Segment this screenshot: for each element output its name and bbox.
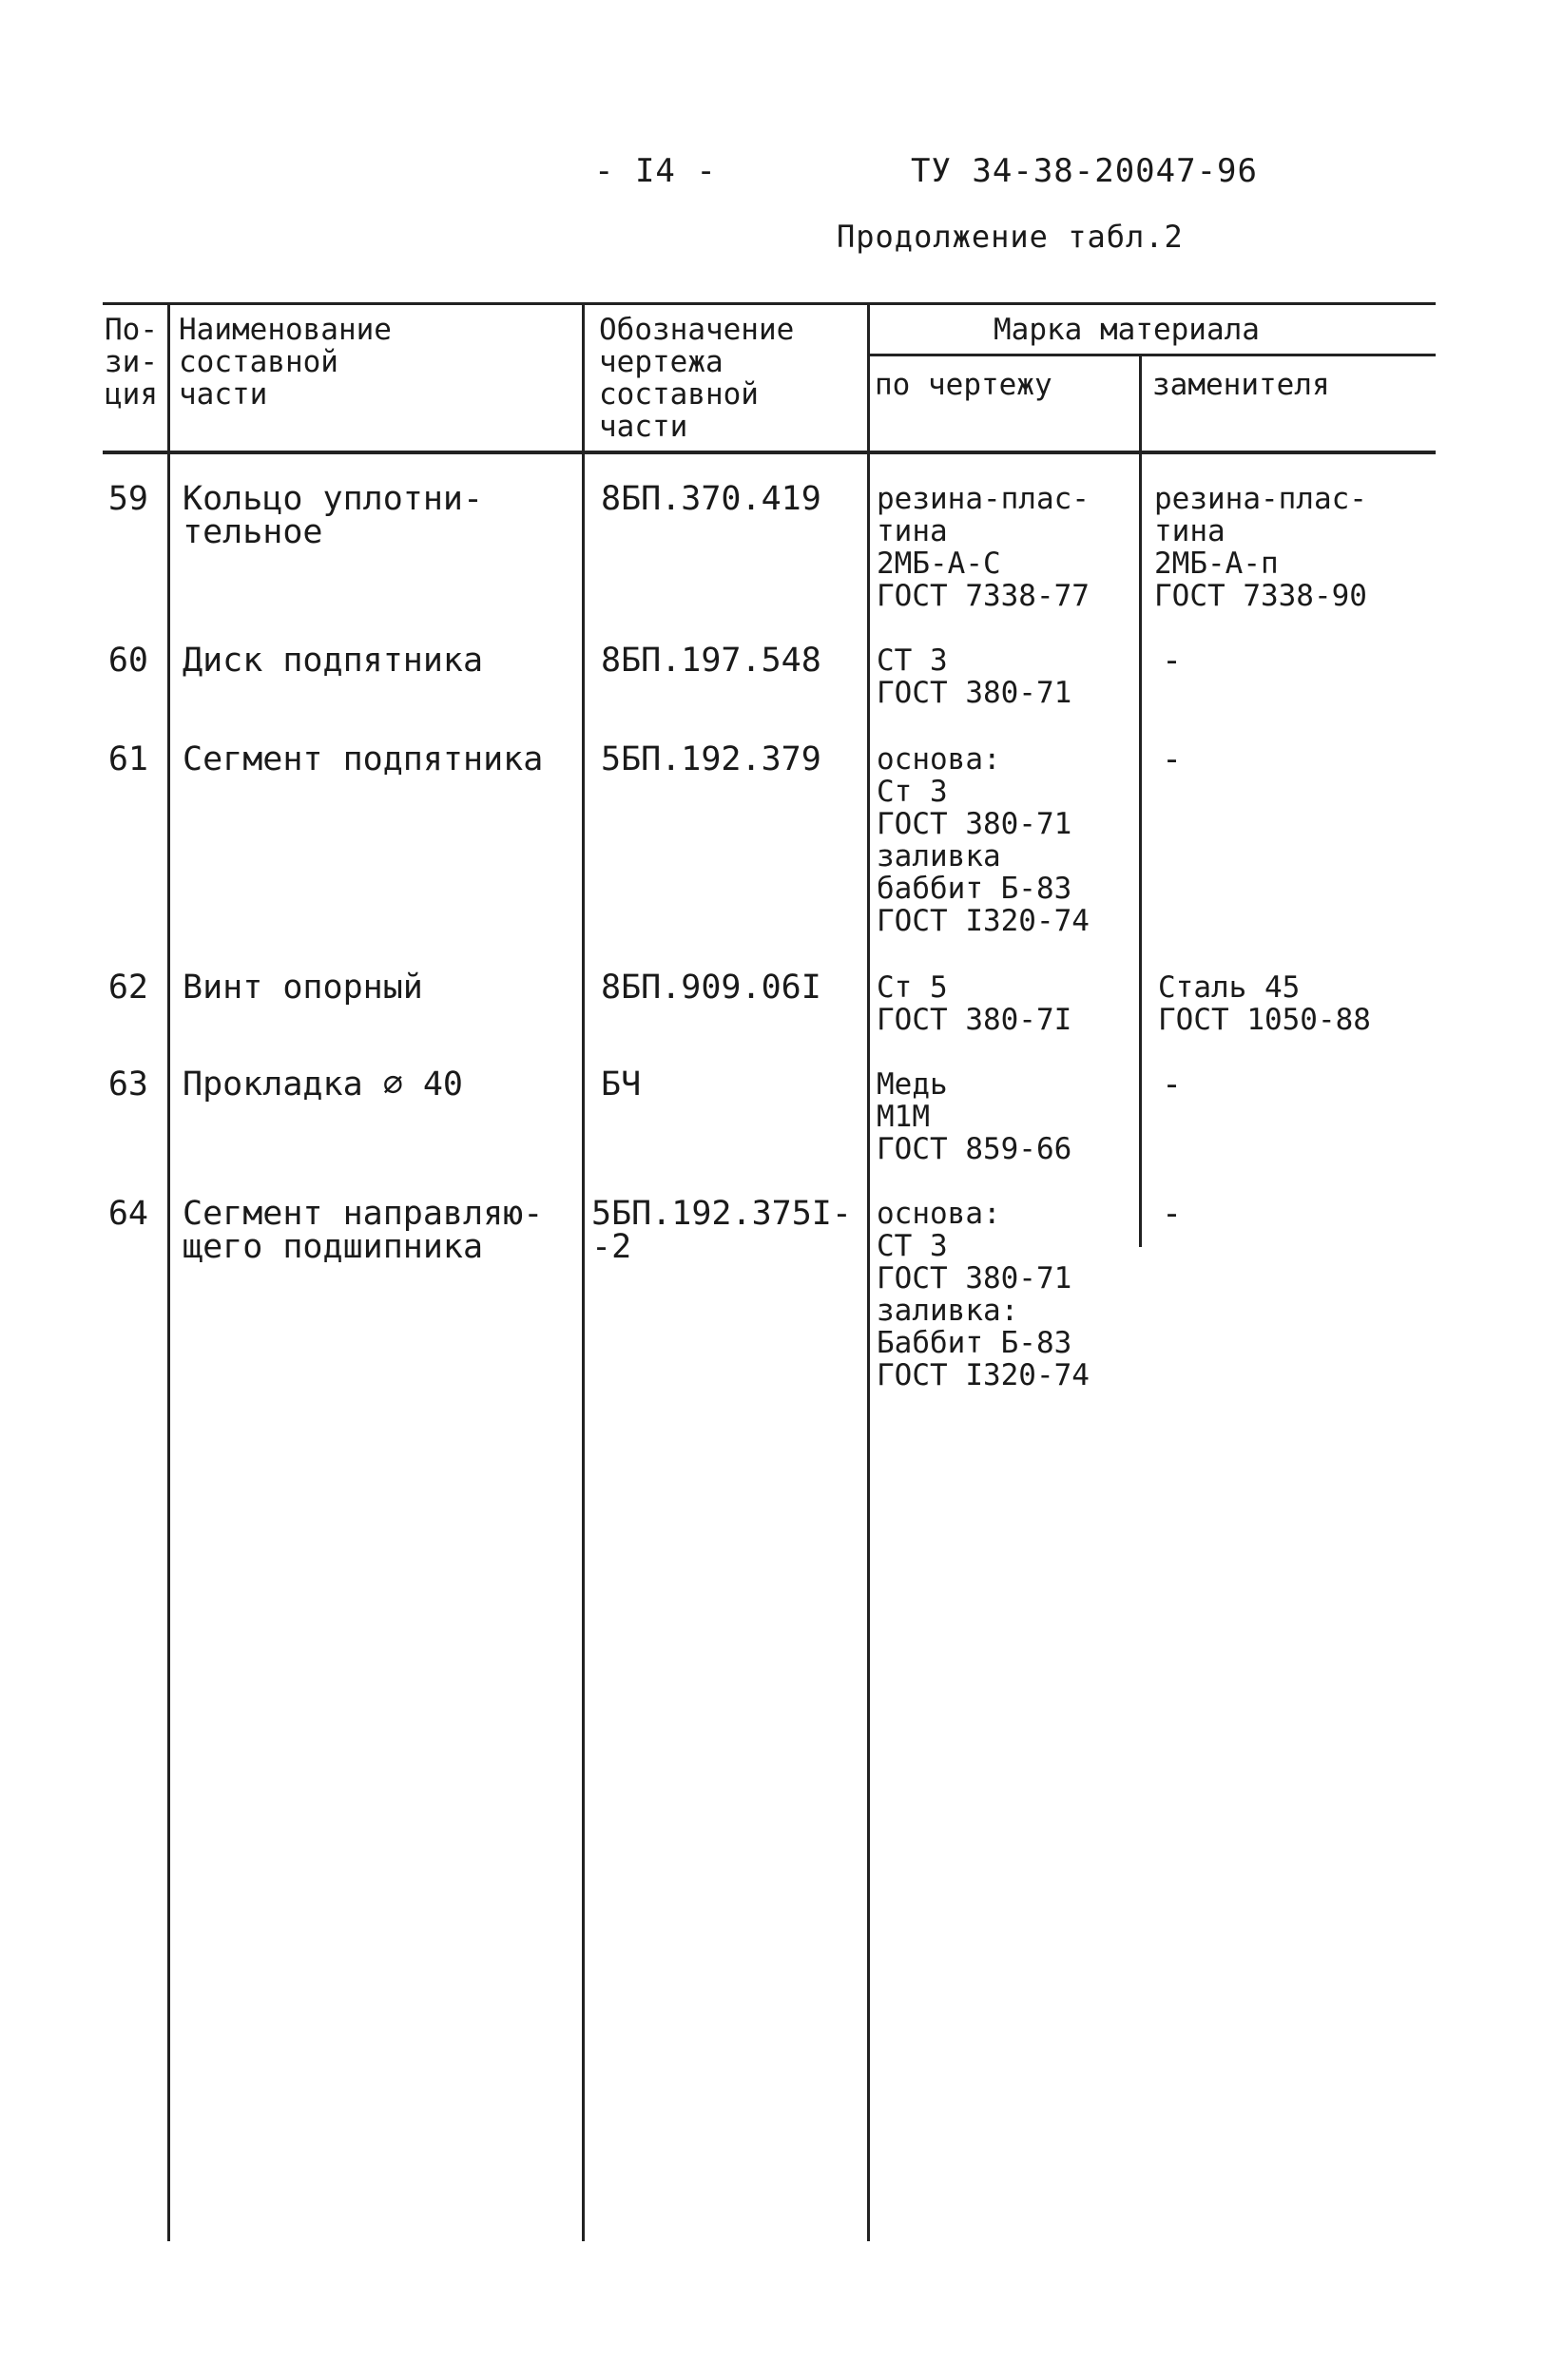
document-number: ТУ 34-38-20047-96: [911, 152, 1258, 190]
row-name: Диск подпятника: [183, 642, 484, 680]
table-caption: Продолжение табл.2: [837, 219, 1184, 255]
row-designation: 5БП.192.375I- -2: [591, 1195, 852, 1266]
row-material: СТ 3 ГОСТ 380-71: [877, 643, 1072, 710]
header-position: По- зи- ция: [105, 313, 158, 412]
row-name: Винт опорный: [183, 969, 423, 1007]
row-name: Прокладка ∅ 40: [183, 1065, 464, 1104]
row-substitute: -: [1162, 740, 1183, 778]
row-substitute: Сталь 45 ГОСТ 1050-88: [1158, 970, 1371, 1037]
row-substitute: резина-плас- тина 2МБ-А-п ГОСТ 7338-90: [1154, 482, 1367, 613]
row-substitute: -: [1162, 1065, 1183, 1104]
row-position: 60: [107, 642, 148, 680]
header-material-substitute: заменителя: [1152, 368, 1330, 402]
header-designation: Обозначение чертежа составной части: [599, 313, 795, 444]
header-material-drawing: по чертежу: [875, 368, 1052, 402]
row-substitute: -: [1162, 642, 1183, 680]
column-divider-1: [167, 302, 170, 2241]
row-name: Сегмент направляю- щего подшипника: [183, 1195, 544, 1266]
page-number: - I4 -: [594, 152, 717, 190]
row-material: основа: Ст 3 ГОСТ 380-71 заливка баббит Б-83 ГОСТ I320-74: [877, 742, 1090, 938]
row-material: основа: СТ 3 ГОСТ 380-71 заливка: Баббит Б-83 ГОСТ I320-74: [877, 1197, 1090, 1392]
table-top-rule: [103, 302, 1436, 305]
row-designation: 8БП.197.548: [601, 642, 821, 680]
material-group-rule: [867, 354, 1436, 356]
row-designation: 5БП.192.379: [601, 740, 821, 778]
column-divider-2: [582, 302, 585, 2241]
row-material: Ст 5 ГОСТ 380-7I: [877, 970, 1072, 1037]
row-designation: 8БП.909.06I: [601, 969, 821, 1007]
column-divider-4: [1139, 354, 1142, 1247]
row-position: 64: [107, 1195, 148, 1233]
row-name: Кольцо уплотни- тельное: [183, 480, 484, 551]
row-designation: 8БП.370.419: [601, 480, 821, 518]
row-position: 61: [107, 740, 148, 778]
column-divider-3: [867, 302, 870, 2241]
header-bottom-rule: [103, 451, 1436, 454]
row-name: Сегмент подпятника: [183, 740, 544, 778]
row-position: 59: [107, 480, 148, 518]
row-material: резина-плас- тина 2МБ-А-С ГОСТ 7338-77: [877, 482, 1090, 613]
header-name: Наименование составной части: [179, 313, 392, 412]
header-material-group: Марка материала: [994, 313, 1260, 347]
row-position: 63: [107, 1065, 148, 1104]
row-designation: БЧ: [601, 1065, 642, 1104]
row-position: 62: [107, 969, 148, 1007]
row-substitute: -: [1162, 1195, 1183, 1233]
row-material: Медь М1М ГОСТ 859-66: [877, 1067, 1072, 1166]
